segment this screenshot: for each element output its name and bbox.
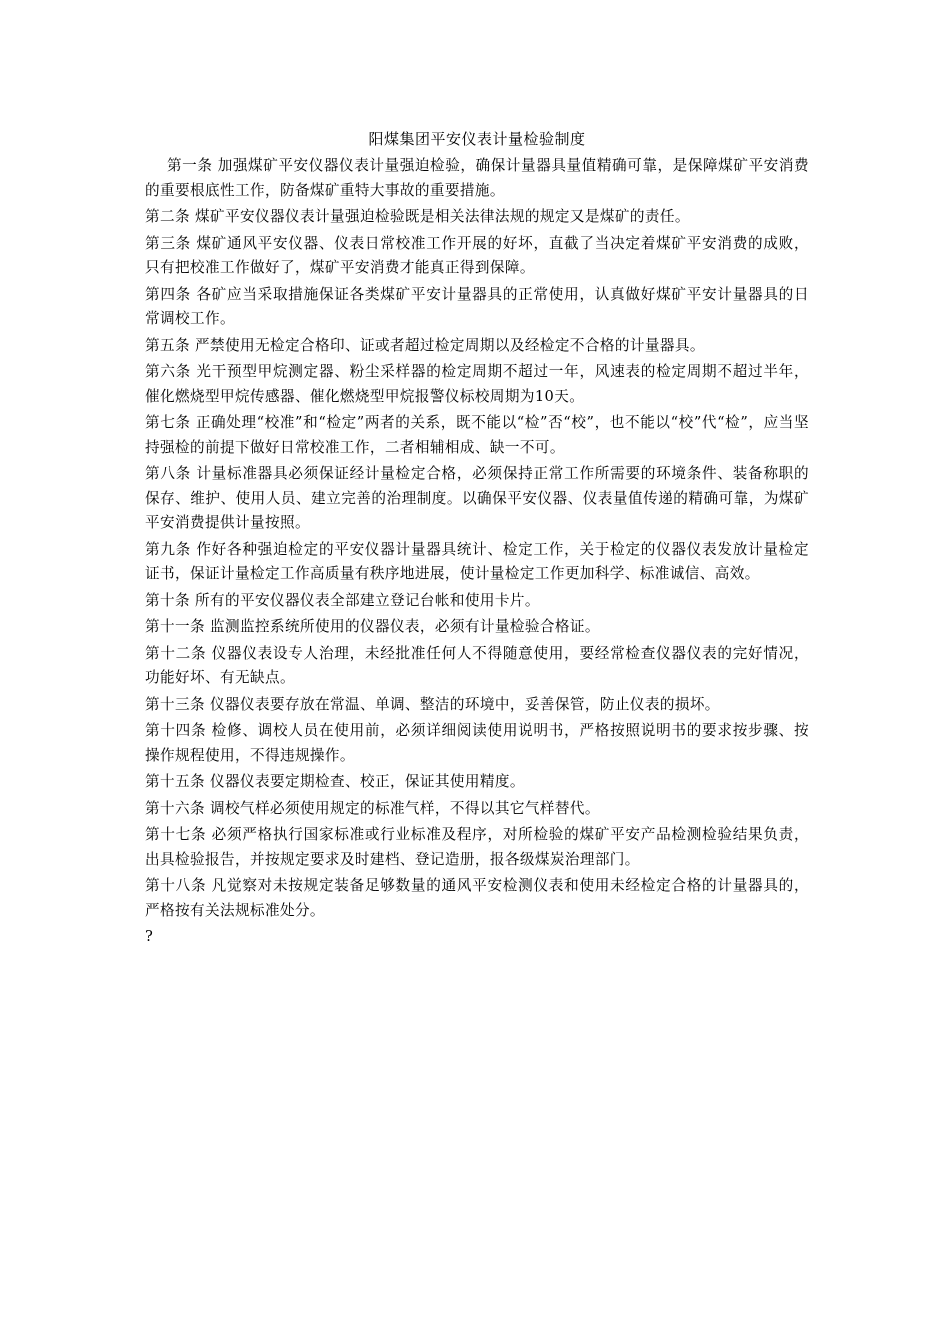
article-4: 第四条 各矿应当采取措施保证各类煤矿平安计量器具的正常使用，认真做好煤矿平安计量器具的日常调校工作。 [145,285,809,327]
article-1: 第一条 加强煤矿平安仪器仪表计量强迫检验，确保计量器具量值精确可靠，是保障煤矿平安消费的重要根底性工作，防备煤矿重特大事故的重要措施。 [145,157,809,199]
article-8: 第八条 计量标准器具必须保证经计量检定合格，必须保持正常工作所需要的环境条件、装备称职的保存、维护、使用人员、建立完善的治理制度。以确保平安仪器、仪表量值传递的精确可靠，为煤矿平安消费提供计量按照。 [145,465,809,531]
article-14: 第十四条 检修、调校人员在使用前，必须详细阅读使用说明书，严格按照说明书的要求按步骤、按操作规程使用，不得违规操作。 [145,722,809,764]
article-17: 第十七条 必须严格执行国家标准或行业标准及程序，对所检验的煤矿平安产品检测检验结果负责，出具检验报告，并按规定要求及时建档、登记造册，报各级煤炭治理部门。 [145,826,809,868]
article-10: 第十条 所有的平安仪器仪表全部建立登记台帐和使用卡片。 [145,591,540,609]
article-16: 第十六条 调校气样必须使用规定的标准气样，不得以其它气样替代。 [145,799,600,817]
article-7: 第七条 正确处理“校准”和“检定”两者的关系，既不能以“检”否“校”，也不能以“校”代“检”，应当坚持强检的前提下做好日常校准工作，二者相辅相成、缺一不可。 [145,414,809,456]
article-2: 第二条 煤矿平安仪器仪表计量强迫检验既是相关法律法规的规定又是煤矿的责任。 [145,208,690,225]
article-12: 第十二条 仪器仪表设专人治理，未经批准任何人不得随意使用，要经常检查仪器仪表的完好情况，功能好坏、有无缺点。 [145,644,809,686]
article-3: 第三条 煤矿通风平安仪器、仪表日常校准工作开展的好坏，直截了当决定着煤矿平安消费的成败，只有把校准工作做好了，煤矿平安消费才能真正得到保障。 [145,234,809,276]
article-9: 第九条 作好各种强迫检定的平安仪器计量器具统计、检定工作，关于检定的仪器仪表发放计量检定证书，保证计量检定工作高质量有秩序地进展，使计量检定工作更加科学、标准诚信、高效。 [145,540,809,582]
article-6: 第六条 光干预型甲烷测定器、粉尘采样器的检定周期不超过一年，风速表的检定周期不超过半年，催化燃烧型甲烷传感器、催化燃烧型甲烷报警仪标校周期为10天。 [145,363,809,405]
document-title: 阳煤集团平安仪表计量检验制度 [368,130,586,148]
article-13: 第十三条 仪器仪表要存放在常温、单调、整洁的环境中，妥善保管，防止仪表的损坏。 [145,695,720,713]
document-page [145,128,809,950]
trailing-mark: ? [145,928,153,945]
article-18: 第十八条 凡觉察对未按规定装备足够数量的通风平安检测仪表和使用未经检定合格的计量器具的，严格按有关法规标准处分。 [145,877,809,919]
article-11: 第十一条 监测监控系统所使用的仪器仪表，必须有计量检验合格证。 [145,618,600,635]
article-5: 第五条 严禁使用无检定合格印、证或者超过检定周期以及经检定不合格的计量器具。 [145,336,705,354]
article-15: 第十五条 仪器仪表要定期检查、校正，保证其使用精度。 [145,773,525,790]
